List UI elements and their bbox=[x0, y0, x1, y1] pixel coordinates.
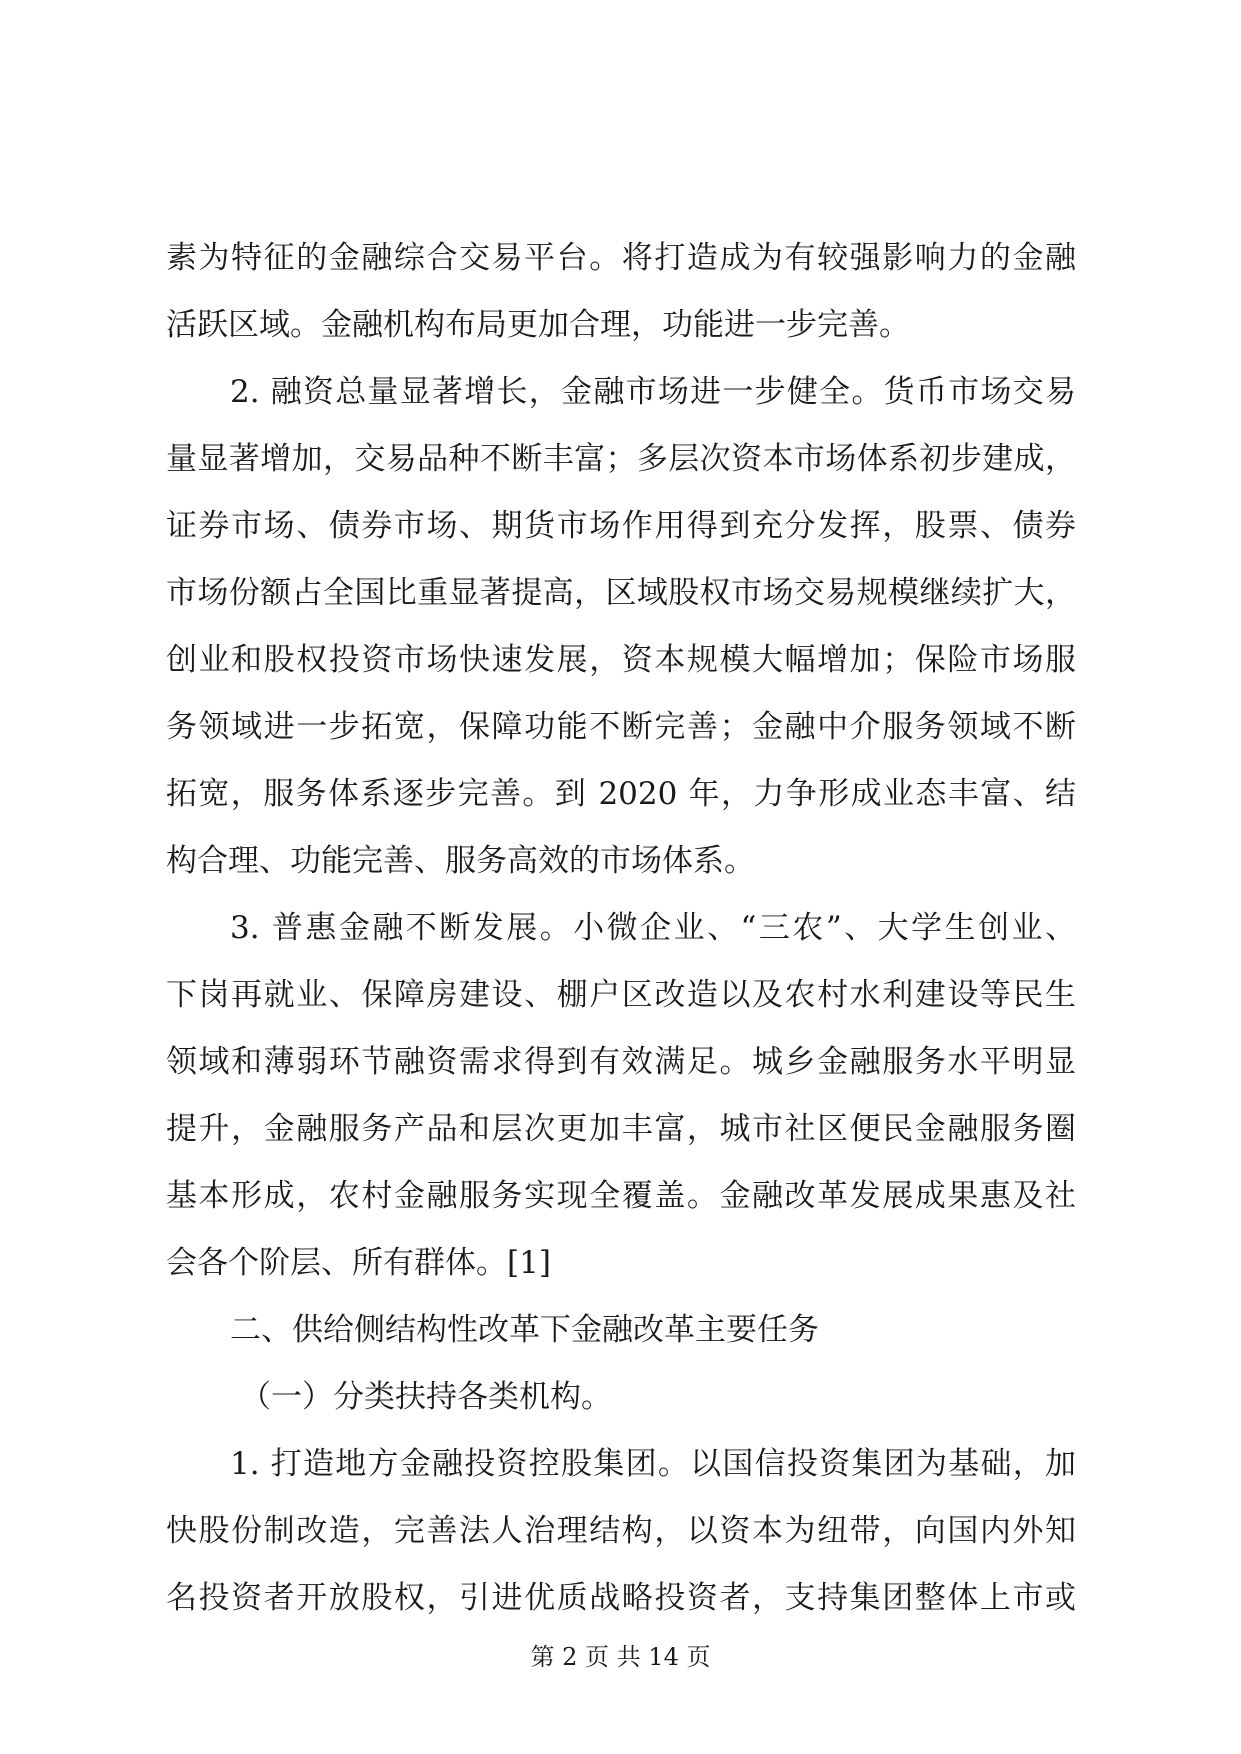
text-line: 名投资者开放股权，引进优质战略投资者，支持集团整体上市或 bbox=[166, 1580, 1076, 1616]
text-line: 拓宽，服务体系逐步完善。到 2020 年，力争形成业态丰富、结 bbox=[166, 776, 1076, 812]
page-number-footer: 第 2 页 共 14 页 bbox=[530, 1643, 711, 1671]
text-line: 活跃区域。金融机构布局更加合理，功能进一步完善。 bbox=[166, 307, 910, 343]
text-line: 会各个阶层、所有群体。[1] bbox=[166, 1245, 551, 1281]
text-line: 市场份额占全国比重显著提高，区域股权市场交易规模继续扩大， bbox=[166, 575, 1076, 611]
document-body bbox=[166, 225, 1076, 1632]
text-line: 领域和薄弱环节融资需求得到有效满足。城乡金融服务水平明显 bbox=[166, 1044, 1076, 1080]
text-line: 证券市场、债券市场、期货市场作用得到充分发挥，股票、债券 bbox=[166, 508, 1076, 544]
section-heading: 二、供给侧结构性改革下金融改革主要任务 bbox=[230, 1312, 819, 1348]
text-line: 构合理、功能完善、服务高效的市场体系。 bbox=[166, 843, 755, 879]
text-line: 素为特征的金融综合交易平台。将打造成为有较强影响力的金融 bbox=[166, 240, 1076, 276]
text-line: 快股份制改造，完善法人治理结构，以资本为纽带，向国内外知 bbox=[166, 1513, 1076, 1549]
text-line: 下岗再就业、保障房建设、棚户区改造以及农村水利建设等民生 bbox=[166, 977, 1076, 1013]
subsection-heading: （一）分类扶持各类机构。 bbox=[240, 1379, 612, 1415]
text-line: 基本形成，农村金融服务实现全覆盖。金融改革发展成果惠及社 bbox=[166, 1178, 1076, 1214]
text-line: 务领域进一步拓宽，保障功能不断完善；金融中介服务领域不断 bbox=[166, 709, 1076, 745]
text-line: 1. 打造地方金融投资控股集团。以国信投资集团为基础，加 bbox=[230, 1446, 1076, 1482]
text-line: 2. 融资总量显著增长，金融市场进一步健全。货币市场交易 bbox=[230, 374, 1076, 410]
text-line: 量显著增加，交易品种不断丰富；多层次资本市场体系初步建成， bbox=[166, 441, 1076, 477]
text-line: 提升，金融服务产品和层次更加丰富，城市社区便民金融服务圈 bbox=[166, 1111, 1076, 1147]
text-line: 3. 普惠金融不断发展。小微企业、“三农”、大学生创业、 bbox=[230, 910, 1076, 946]
text-line: 创业和股权投资市场快速发展，资本规模大幅增加；保险市场服 bbox=[166, 642, 1076, 678]
